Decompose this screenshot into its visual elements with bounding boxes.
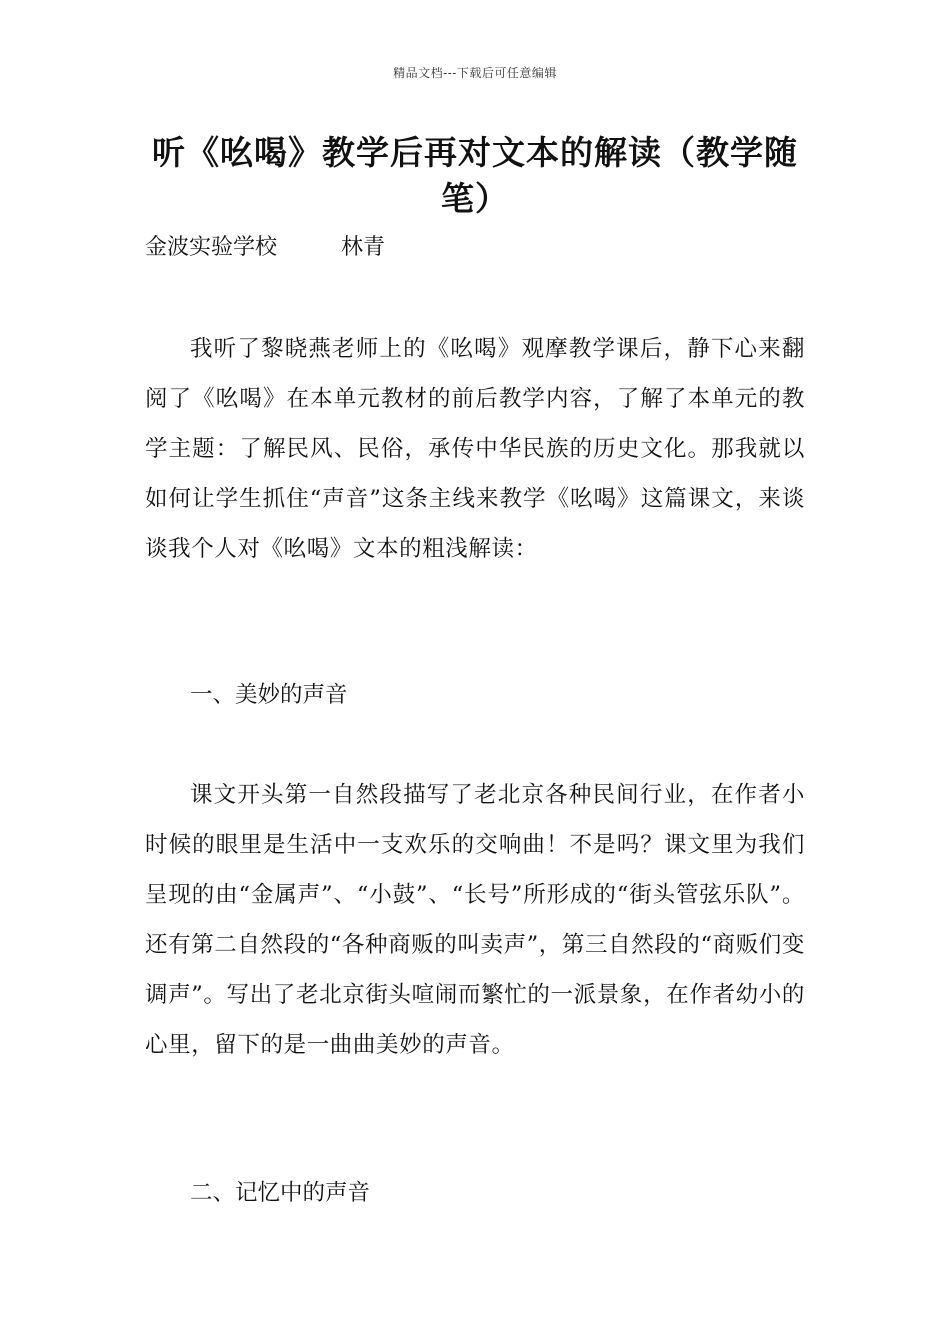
byline (145, 232, 385, 264)
document-title: 听《吆喝》教学后再对文本的解读（教学随笔） (152, 133, 798, 218)
section-heading-1: 一、美妙的声音 (190, 682, 348, 708)
page-watermark: 精品文档---下载后可任意编辑 (393, 66, 557, 80)
body-paragraph-intro: 我听了黎晓燕老师上的《吆喝》观摩教学课后，静下心来翻阅了《吆喝》在本单元教材的前后教学内容，了解了本单元的教学主题：了解民风、民俗，承传中华民族的历史文化。那我就以如何让学生抓住“声音”这条主线来教学《吆喝》这篇课文，来谈谈我个人对《吆喝》文本的粗浅解读： (145, 336, 805, 562)
byline-school: 金波实验学校 (145, 235, 278, 260)
byline-author: 林青 (341, 235, 386, 260)
section-heading-2: 二、记忆中的声音 (190, 1180, 371, 1206)
body-paragraph-section-1: 课文开头第一自然段描写了老北京各种民间行业，在作者小时候的眼里是生活中一支欢乐的交响曲！不是吗？课文里为我们呈现的由“金属声”、“小鼓”、“长号”所形成的“街头管弦乐队”。还有第二自然段的“各种商贩的叫卖声”，第三自然段的“商贩们变调声”。写出了老北京街头喧闹而繁忙的一派景象，在作者幼小的心里，留下的是一曲曲美妙的声音。 (145, 782, 806, 1058)
